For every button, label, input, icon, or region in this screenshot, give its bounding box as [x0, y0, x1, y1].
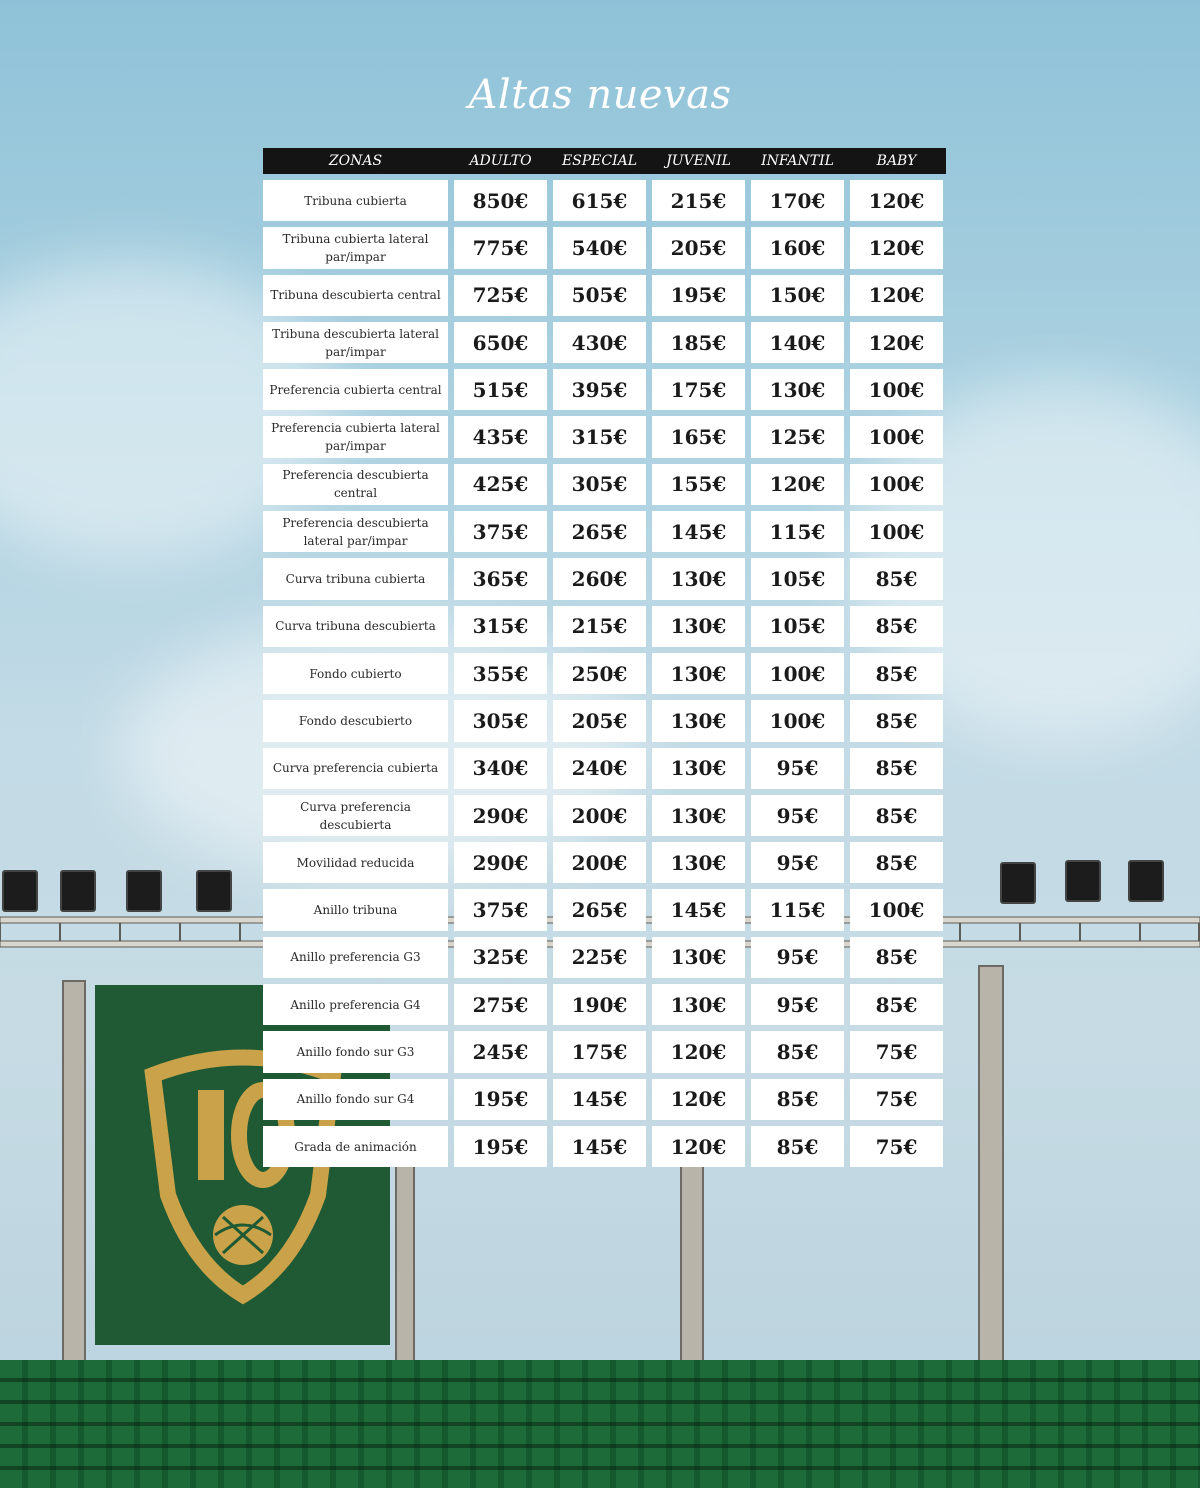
table-row [263, 369, 946, 410]
price-juvenil: 130€ [652, 937, 745, 978]
price-infantil: 95€ [751, 795, 844, 836]
zone-name: Fondo descubierto [263, 700, 448, 741]
header-adulto: ADULTO [469, 153, 532, 169]
zone-name: Tribuna cubierta lateral par/impar [263, 227, 448, 268]
price-juvenil: 120€ [652, 1031, 745, 1072]
price-adulto: 375€ [454, 889, 547, 930]
support-pillar [680, 1165, 704, 1364]
price-baby: 120€ [850, 227, 943, 268]
table-header [263, 148, 946, 174]
price-infantil: 85€ [751, 1031, 844, 1072]
table-row [263, 1079, 946, 1120]
table-row [263, 1031, 946, 1072]
price-especial: 190€ [553, 984, 646, 1025]
zone-name: Anillo preferencia G3 [263, 937, 448, 978]
price-especial: 145€ [553, 1079, 646, 1120]
table-row [263, 511, 946, 552]
price-adulto: 650€ [454, 322, 547, 363]
price-baby: 85€ [850, 937, 943, 978]
table-row [263, 795, 946, 836]
price-juvenil: 130€ [652, 748, 745, 789]
header-especial: ESPECIAL [561, 153, 638, 169]
price-adulto: 365€ [454, 558, 547, 599]
zone-name: Curva tribuna cubierta [263, 558, 448, 599]
floodlight-icon [196, 870, 232, 912]
price-especial: 250€ [553, 653, 646, 694]
price-juvenil: 130€ [652, 842, 745, 883]
price-juvenil: 155€ [652, 464, 745, 505]
price-especial: 200€ [553, 795, 646, 836]
table-row [263, 748, 946, 789]
price-baby: 100€ [850, 889, 943, 930]
price-baby: 85€ [850, 558, 943, 599]
price-juvenil: 130€ [652, 795, 745, 836]
zone-name: Tribuna descubierta central [263, 275, 448, 316]
table-row [263, 416, 946, 457]
floodlight-icon [1128, 860, 1164, 902]
price-especial: 505€ [553, 275, 646, 316]
price-juvenil: 165€ [652, 416, 745, 457]
price-juvenil: 205€ [652, 227, 745, 268]
zone-name: Anillo fondo sur G4 [263, 1079, 448, 1120]
table-row [263, 464, 946, 505]
price-infantil: 120€ [751, 464, 844, 505]
page-title: Altas nuevas [468, 72, 732, 118]
header-baby: BABY [876, 153, 917, 169]
price-adulto: 375€ [454, 511, 547, 552]
price-especial: 430€ [553, 322, 646, 363]
price-especial: 540€ [553, 227, 646, 268]
price-infantil: 105€ [751, 606, 844, 647]
price-especial: 215€ [553, 606, 646, 647]
floodlight-icon [1065, 860, 1101, 902]
table-row [263, 700, 946, 741]
zone-name: Movilidad reducida [263, 842, 448, 883]
zone-name: Preferencia descubierta lateral par/impar [263, 511, 448, 552]
price-infantil: 115€ [751, 511, 844, 552]
price-adulto: 725€ [454, 275, 547, 316]
price-adulto: 775€ [454, 227, 547, 268]
price-infantil: 95€ [751, 748, 844, 789]
price-baby: 120€ [850, 275, 943, 316]
table-row [263, 1126, 946, 1167]
price-infantil: 150€ [751, 275, 844, 316]
price-baby: 120€ [850, 180, 943, 221]
price-especial: 395€ [553, 369, 646, 410]
price-adulto: 325€ [454, 937, 547, 978]
price-adulto: 195€ [454, 1079, 547, 1120]
zone-name: Curva tribuna descubierta [263, 606, 448, 647]
price-infantil: 95€ [751, 984, 844, 1025]
table-row [263, 558, 946, 599]
stadium-seat-rows [0, 1360, 1200, 1488]
zone-name: Grada de animación [263, 1126, 448, 1167]
price-infantil: 170€ [751, 180, 844, 221]
price-infantil: 85€ [751, 1126, 844, 1167]
price-juvenil: 120€ [652, 1079, 745, 1120]
price-adulto: 435€ [454, 416, 547, 457]
price-infantil: 115€ [751, 889, 844, 930]
zone-name: Anillo preferencia G4 [263, 984, 448, 1025]
price-adulto: 290€ [454, 842, 547, 883]
table-row [263, 227, 946, 268]
floodlight-icon [60, 870, 96, 912]
price-baby: 120€ [850, 322, 943, 363]
price-especial: 260€ [553, 558, 646, 599]
price-table [263, 148, 946, 1167]
price-infantil: 95€ [751, 842, 844, 883]
price-juvenil: 130€ [652, 606, 745, 647]
price-infantil: 85€ [751, 1079, 844, 1120]
zone-name: Anillo tribuna [263, 889, 448, 930]
price-infantil: 105€ [751, 558, 844, 599]
price-infantil: 140€ [751, 322, 844, 363]
table-body [263, 180, 946, 1167]
price-especial: 265€ [553, 889, 646, 930]
price-especial: 145€ [553, 1126, 646, 1167]
price-especial: 200€ [553, 842, 646, 883]
price-juvenil: 185€ [652, 322, 745, 363]
price-juvenil: 145€ [652, 889, 745, 930]
table-row [263, 322, 946, 363]
table-row [263, 275, 946, 316]
price-adulto: 340€ [454, 748, 547, 789]
table-row [263, 842, 946, 883]
price-juvenil: 130€ [652, 653, 745, 694]
price-infantil: 100€ [751, 653, 844, 694]
price-adulto: 515€ [454, 369, 547, 410]
floodlight-icon [2, 870, 38, 912]
price-juvenil: 145€ [652, 511, 745, 552]
price-baby: 85€ [850, 606, 943, 647]
price-baby: 100€ [850, 416, 943, 457]
table-row [263, 180, 946, 221]
support-pillar [978, 965, 1004, 1364]
header-infantil: INFANTIL [761, 153, 834, 169]
price-juvenil: 195€ [652, 275, 745, 316]
price-baby: 75€ [850, 1126, 943, 1167]
price-adulto: 355€ [454, 653, 547, 694]
price-especial: 265€ [553, 511, 646, 552]
zone-name: Curva preferencia cubierta [263, 748, 448, 789]
price-baby: 100€ [850, 511, 943, 552]
price-adulto: 275€ [454, 984, 547, 1025]
zone-name: Preferencia cubierta central [263, 369, 448, 410]
table-row [263, 889, 946, 930]
price-baby: 85€ [850, 842, 943, 883]
table-row [263, 653, 946, 694]
price-especial: 315€ [553, 416, 646, 457]
zone-name: Tribuna cubierta [263, 180, 448, 221]
price-juvenil: 215€ [652, 180, 745, 221]
zone-name: Tribuna descubierta lateral par/impar [263, 322, 448, 363]
price-infantil: 95€ [751, 937, 844, 978]
price-baby: 85€ [850, 700, 943, 741]
price-adulto: 290€ [454, 795, 547, 836]
price-especial: 305€ [553, 464, 646, 505]
price-adulto: 315€ [454, 606, 547, 647]
price-especial: 175€ [553, 1031, 646, 1072]
zone-name: Curva preferencia descubierta [263, 795, 448, 836]
zone-name: Anillo fondo sur G3 [263, 1031, 448, 1072]
price-baby: 85€ [850, 653, 943, 694]
table-row [263, 937, 946, 978]
price-infantil: 125€ [751, 416, 844, 457]
price-baby: 100€ [850, 369, 943, 410]
price-especial: 240€ [553, 748, 646, 789]
table-row [263, 984, 946, 1025]
price-juvenil: 130€ [652, 700, 745, 741]
price-infantil: 100€ [751, 700, 844, 741]
floodlight-icon [126, 870, 162, 912]
header-zonas: ZONAS [328, 153, 383, 169]
support-pillar [62, 980, 86, 1364]
price-adulto: 425€ [454, 464, 547, 505]
header-juvenil: JUVENIL [666, 153, 731, 169]
zone-name: Preferencia cubierta lateral par/impar [263, 416, 448, 457]
price-juvenil: 120€ [652, 1126, 745, 1167]
price-baby: 85€ [850, 795, 943, 836]
price-infantil: 130€ [751, 369, 844, 410]
price-adulto: 245€ [454, 1031, 547, 1072]
price-especial: 615€ [553, 180, 646, 221]
zone-name: Preferencia descubierta central [263, 464, 448, 505]
support-pillar [395, 1165, 415, 1364]
price-juvenil: 175€ [652, 369, 745, 410]
price-infantil: 160€ [751, 227, 844, 268]
price-juvenil: 130€ [652, 558, 745, 599]
zone-name: Fondo cubierto [263, 653, 448, 694]
price-especial: 225€ [553, 937, 646, 978]
price-adulto: 850€ [454, 180, 547, 221]
floodlight-icon [1000, 862, 1036, 904]
table-row [263, 606, 946, 647]
price-especial: 205€ [553, 700, 646, 741]
price-baby: 100€ [850, 464, 943, 505]
price-baby: 85€ [850, 984, 943, 1025]
price-juvenil: 130€ [652, 984, 745, 1025]
price-baby: 85€ [850, 748, 943, 789]
price-baby: 75€ [850, 1079, 943, 1120]
price-adulto: 195€ [454, 1126, 547, 1167]
price-baby: 75€ [850, 1031, 943, 1072]
price-adulto: 305€ [454, 700, 547, 741]
